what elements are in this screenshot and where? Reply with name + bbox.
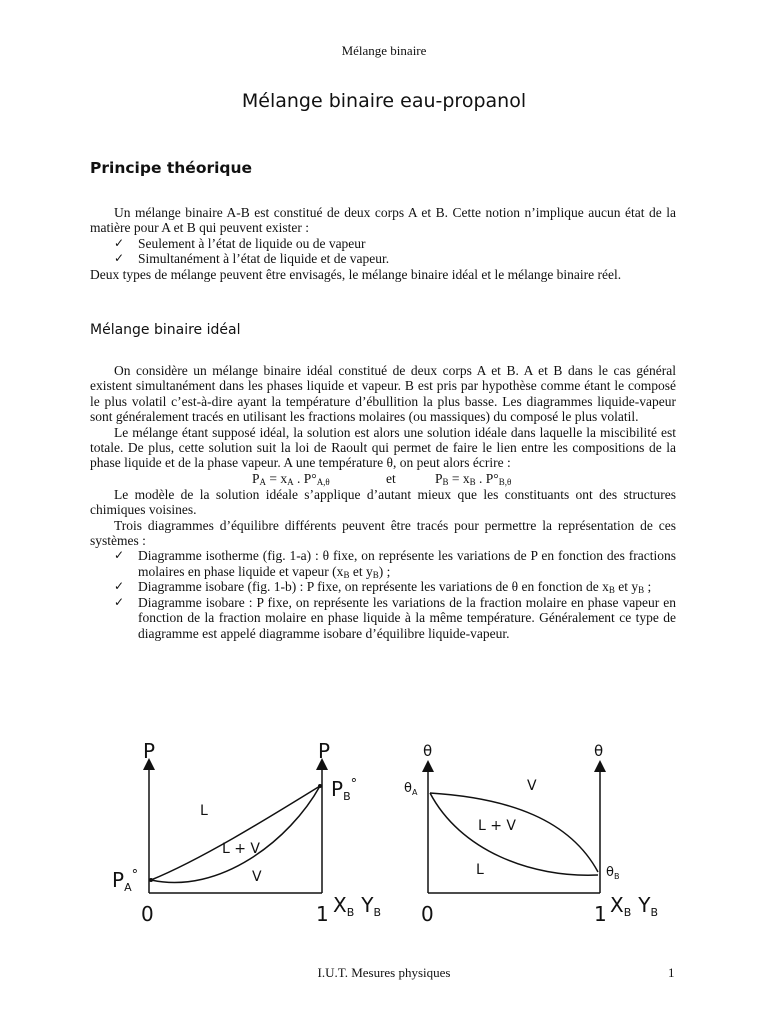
check-icon: ✓	[114, 594, 125, 609]
region-mix-label: L + V	[222, 841, 261, 857]
y-axis-label-left: θ	[423, 742, 433, 760]
check-icon: ✓	[114, 548, 125, 563]
intro-paragraph-1: Un mélange binaire A-B est constitué de deux corps A et B. Cette notion n’implique aucun état de la matière pour A et B qui peuvent exister :	[90, 205, 676, 236]
bubble-curve	[151, 786, 320, 880]
intro-block	[90, 205, 676, 282]
formula-connector: et	[386, 470, 396, 486]
region-liquid-label: L	[476, 862, 484, 878]
dew-curve	[151, 786, 320, 883]
running-header: Mélange binaire	[341, 43, 427, 58]
check-icon: ✓	[114, 251, 125, 266]
region-mix-label: L + V	[478, 818, 517, 834]
region-liquid-label: L	[200, 803, 208, 819]
raoult-formula	[90, 471, 676, 487]
ideal-mixture-block	[90, 363, 676, 641]
ideal-paragraph-1: On considère un mélange binaire idéal constitué de deux corps A et B. A et B dans le cas général existent simultanément dans les phases liquide et vapeur. B est pris par hypothèse comme étant le composé le plus volatil c’est-à-dire ayant la température d’ébullition la plus basse. Les diagrammes liquide-vapeur sont généralement tracés en utilisant les fractions molaires (ou massiques) du composé le plus volatil.	[90, 363, 676, 425]
section-heading: Principe théorique	[90, 159, 253, 177]
check-icon: ✓	[114, 579, 125, 594]
pa-point	[149, 878, 153, 882]
intro-checklist	[90, 236, 676, 267]
figure-isotherm	[112, 739, 381, 926]
ideal-paragraph-4: Trois diagrammes d’équilibre différents peuvent être tracés pour permettre la représentation de ces systèmes :	[90, 517, 676, 549]
x-max-label: 1	[316, 902, 329, 926]
pb-point	[318, 784, 322, 788]
intro-paragraph-2: Deux types de mélange peuvent être envisagés, le mélange binaire idéal et le mélange binaire réel.	[90, 266, 622, 282]
list-item: ✓ Diagramme isobare : P fixe, on représente les variations de la fraction molaire en phase vapeur en fonction de la fraction molaire en phase liquide à la même température. Généralement ce type de diagramme est appelé diagramme isobare d’équilibre liquide-vapeur.	[114, 594, 676, 641]
region-vapor-label: V	[527, 778, 537, 794]
ideal-paragraph-3: Le modèle de la solution idéale s’applique d’autant mieux que les constituants ont des structures chimiques voisines.	[90, 486, 676, 518]
footer-center: I.U.T. Mesures physiques	[317, 965, 451, 980]
y-axis-label-right: θ	[594, 742, 604, 760]
x-axis-title: $X_B$ $Y_B$	[610, 893, 659, 919]
theta-a-label: $\theta_A$	[404, 781, 418, 797]
list-item: ✓ Simultanément à l’état de liquide et de vapeur.	[114, 251, 390, 267]
x-max-label: 1	[594, 902, 607, 926]
y-axis-label-left: P	[143, 739, 156, 763]
check-icon: ✓	[114, 235, 125, 250]
x-axis-title: $X_B$ $Y_B$	[333, 893, 382, 919]
ideal-paragraph-2: Le mélange étant supposé idéal, la solution est alors une solution idéale dans laquelle la miscibilité est totale. De plus, cette solution suit la loi de Raoult qui permet de faire le lien entre les compositions de la phase liquide et de la phase vapeur. A une température θ, on peut alors écrire :	[90, 424, 676, 471]
formula-left: $P_A = x_A$ . $P^\circ_{A,\theta}$	[252, 470, 330, 487]
pb-label: $P_B^\circ$	[331, 777, 358, 803]
figure-isobar	[404, 742, 658, 926]
theta-b-label: $\theta_B$	[606, 865, 620, 881]
diagram-list	[90, 548, 676, 640]
region-vapor-label: V	[252, 869, 262, 885]
bubble-curve	[430, 793, 598, 875]
y-axis-label-right: P	[318, 739, 331, 763]
x-min-label: 0	[141, 902, 154, 926]
x-min-label: 0	[421, 902, 434, 926]
formula-right: $P_B = x_B$ . $P^\circ_{B,\theta}$	[435, 470, 512, 487]
list-item: ✓ Seulement à l’état de liquide ou de vapeur	[114, 235, 366, 251]
page-number: 1	[668, 965, 675, 980]
list-item: ✓ Diagramme isobare (fig. 1-b) : P fixe, on représente les variations de θ en fonction de $x_B$ et $y_B$ ;	[114, 579, 652, 596]
document-title: Mélange binaire eau-propanol	[241, 90, 527, 112]
list-item: ✓ Diagramme isotherme (fig. 1-a) : θ fixe, on représente les variations de P en fonction des fractions molaires en phase liquide et vapeur ($x_B$ et $y_B$) ;	[114, 548, 676, 580]
subsection-heading: Mélange binaire idéal	[90, 322, 241, 338]
pa-label: $P_A^\circ$	[112, 868, 139, 894]
dew-curve	[430, 793, 598, 872]
